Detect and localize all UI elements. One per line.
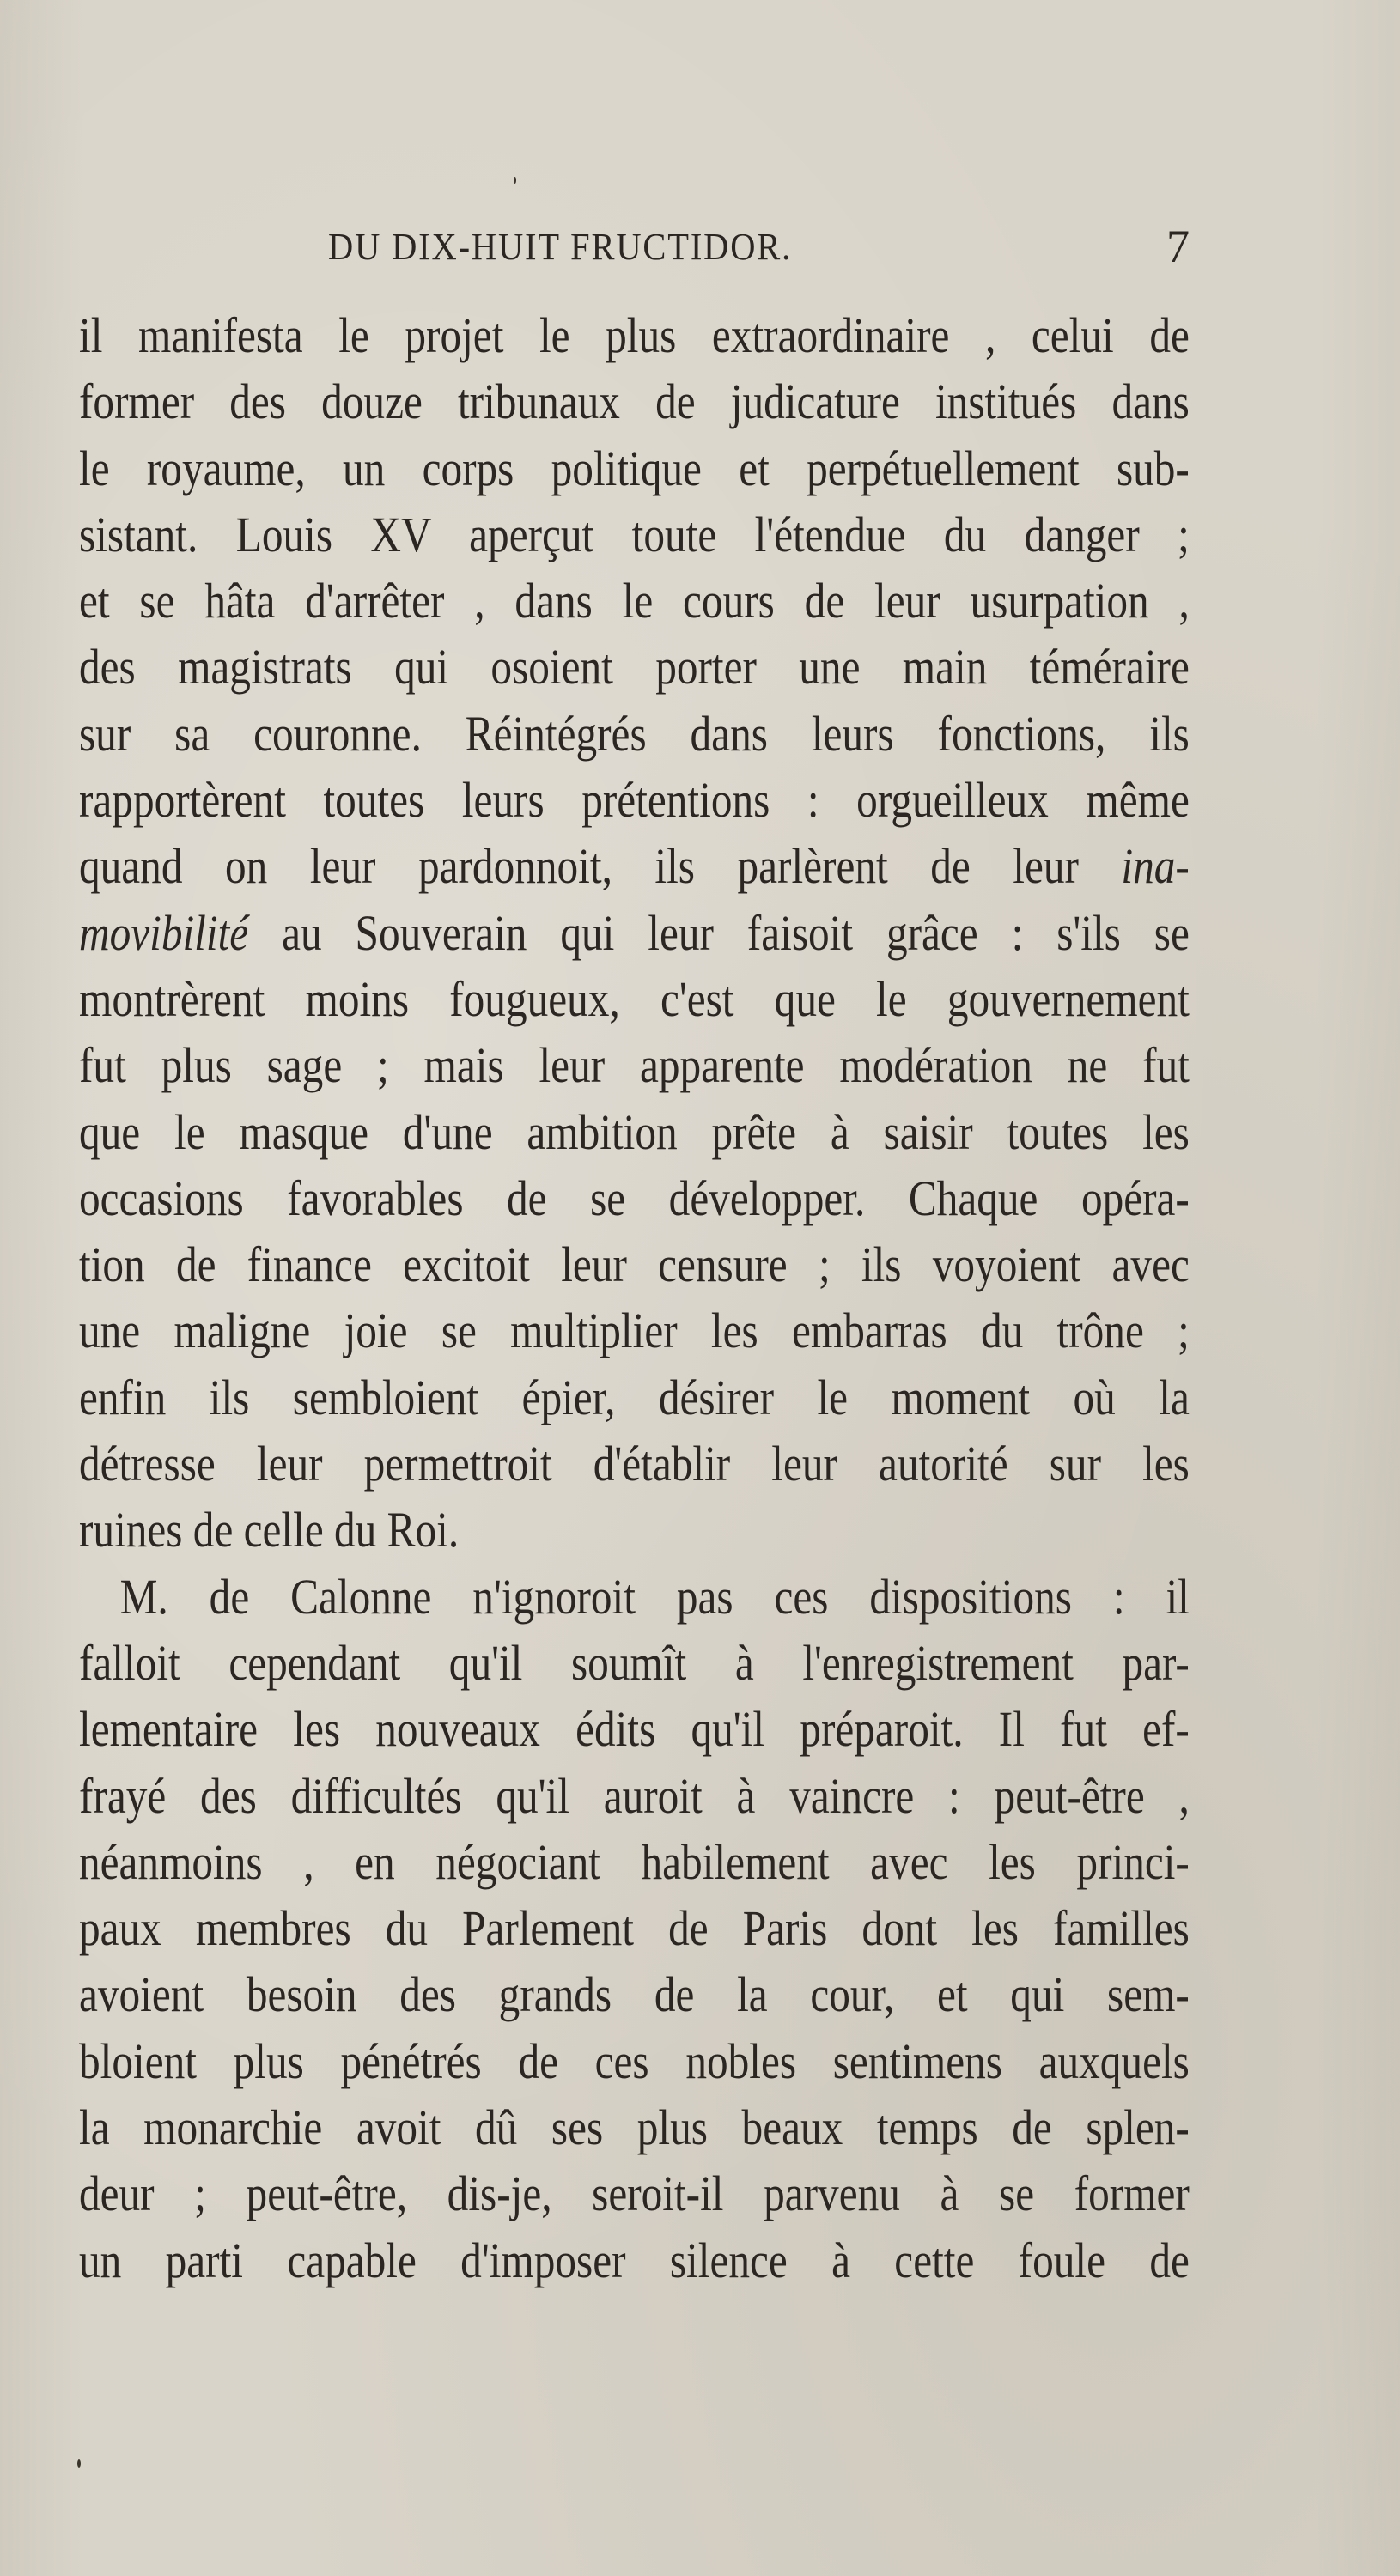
text-line [79,1895,1190,1961]
text-segment: sistant. Louis XV aperçut toute l'étendue du danger ; [79,506,1190,562]
page-body-text [79,302,1190,2293]
text-line [79,1165,1190,1231]
text-segment: néanmoins , en négociant habilement avec les princi- [79,1833,1190,1890]
text-line [79,701,1190,767]
text-line [79,368,1190,434]
text-line [79,501,1190,568]
text-line [79,1431,1190,1497]
italic-text: ina- [1121,838,1190,895]
text-segment: que le masque d'une ambition prête à saisir toutes les [79,1103,1190,1160]
paragraph [79,1564,1190,2293]
page-header [79,221,1190,285]
text-segment: rapportèrent toutes leurs prétentions : orgueilleux même [79,772,1190,829]
text-segment: lementaire les nouveaux édits qu'il préparoit. Il fut ef- [79,1701,1190,1758]
text-line [79,1564,1190,1630]
text-segment: il manifesta le projet le plus extraordinaire , celui de [79,307,1190,363]
text-line [79,1231,1190,1297]
text-line [79,1032,1190,1098]
text-segment: des magistrats qui osoient porter une main téméraire [79,639,1190,696]
text-line [79,1763,1190,1829]
text-segment: deur ; peut-être, dis-je, seroit-il parvenu à se former [79,2166,1190,2222]
paragraph [79,302,1190,1564]
text-line [79,1364,1190,1431]
text-line [79,833,1190,899]
text-line [79,634,1190,700]
text-segment: montrèrent moins fougueux, c'est que le gouvernement [79,970,1190,1027]
text-segment: tion de finance excitoit leur censure ; ils voyoient avec [79,1236,1190,1293]
ink-speck [77,2459,81,2468]
text-segment: enfin ils sembloient épier, désirer le moment où la [79,1369,1190,1425]
text-line [79,900,1190,966]
text-line [79,1961,1190,2027]
text-line [79,966,1190,1032]
text-segment: détresse leur permettroit d'établir leur autorité sur les [79,1436,1190,1492]
text-line [79,1829,1190,1895]
text-line [79,2160,1190,2227]
text-line [79,2227,1190,2293]
text-segment: former des douze tribunaux de judicature institués dans [79,374,1190,430]
text-segment: la monarchie avoit dû ses plus beaux temps de splen- [79,2099,1190,2156]
text-line [79,435,1190,501]
italic-text: movibilité [79,904,249,961]
text-segment: bloient plus pénétrés de ces nobles sentimens auxquels [79,2032,1190,2089]
text-segment: au Souverain qui leur faisoit grâce : s'ils se [248,904,1190,961]
ink-speck [514,177,516,184]
text-segment: paux membres du Parlement de Paris dont les familles [79,1900,1190,1957]
text-segment: le royaume, un corps politique et perpétuellement sub- [79,440,1190,496]
text-segment: une maligne joie se multiplier les embarras du trône ; [79,1303,1190,1359]
running-title: DU DIX-HUIT FRUCTIDOR. [328,226,793,268]
text-segment: sur sa couronne. Réintégrés dans leurs fonctions, ils [79,705,1190,762]
text-line [79,2094,1190,2160]
text-line [79,568,1190,634]
text-line [79,1696,1190,1762]
text-line [79,2028,1190,2094]
text-line [79,1497,1190,1563]
text-segment: M. de Calonne n'ignoroit pas ces dispositions : il [119,1568,1190,1625]
text-segment: occasions favorables de se développer. Chaque opéra- [79,1170,1190,1226]
text-segment: ruines de celle du Roi. [79,1502,460,1558]
text-line [79,302,1190,368]
text-line [79,1297,1190,1364]
text-line [79,1099,1190,1165]
text-segment: falloit cependant qu'il soumît à l'enregistrement par- [79,1634,1190,1691]
text-line [79,767,1190,833]
text-segment: un parti capable d'imposer silence à cette foule de [79,2232,1190,2288]
text-segment: avoient besoin des grands de la cour, et qui sem- [79,1966,1190,2023]
text-line [79,1630,1190,1696]
text-segment: quand on leur pardonnoit, ils parlèrent de leur [79,838,1122,895]
text-segment: fut plus sage ; mais leur apparente modération ne fut [79,1037,1190,1094]
text-segment: et se hâta d'arrêter , dans le cours de leur usurpation , [79,573,1190,629]
text-segment: frayé des difficultés qu'il auroit à vaincre : peut-être , [79,1767,1190,1824]
page-number: 7 [1166,221,1190,272]
